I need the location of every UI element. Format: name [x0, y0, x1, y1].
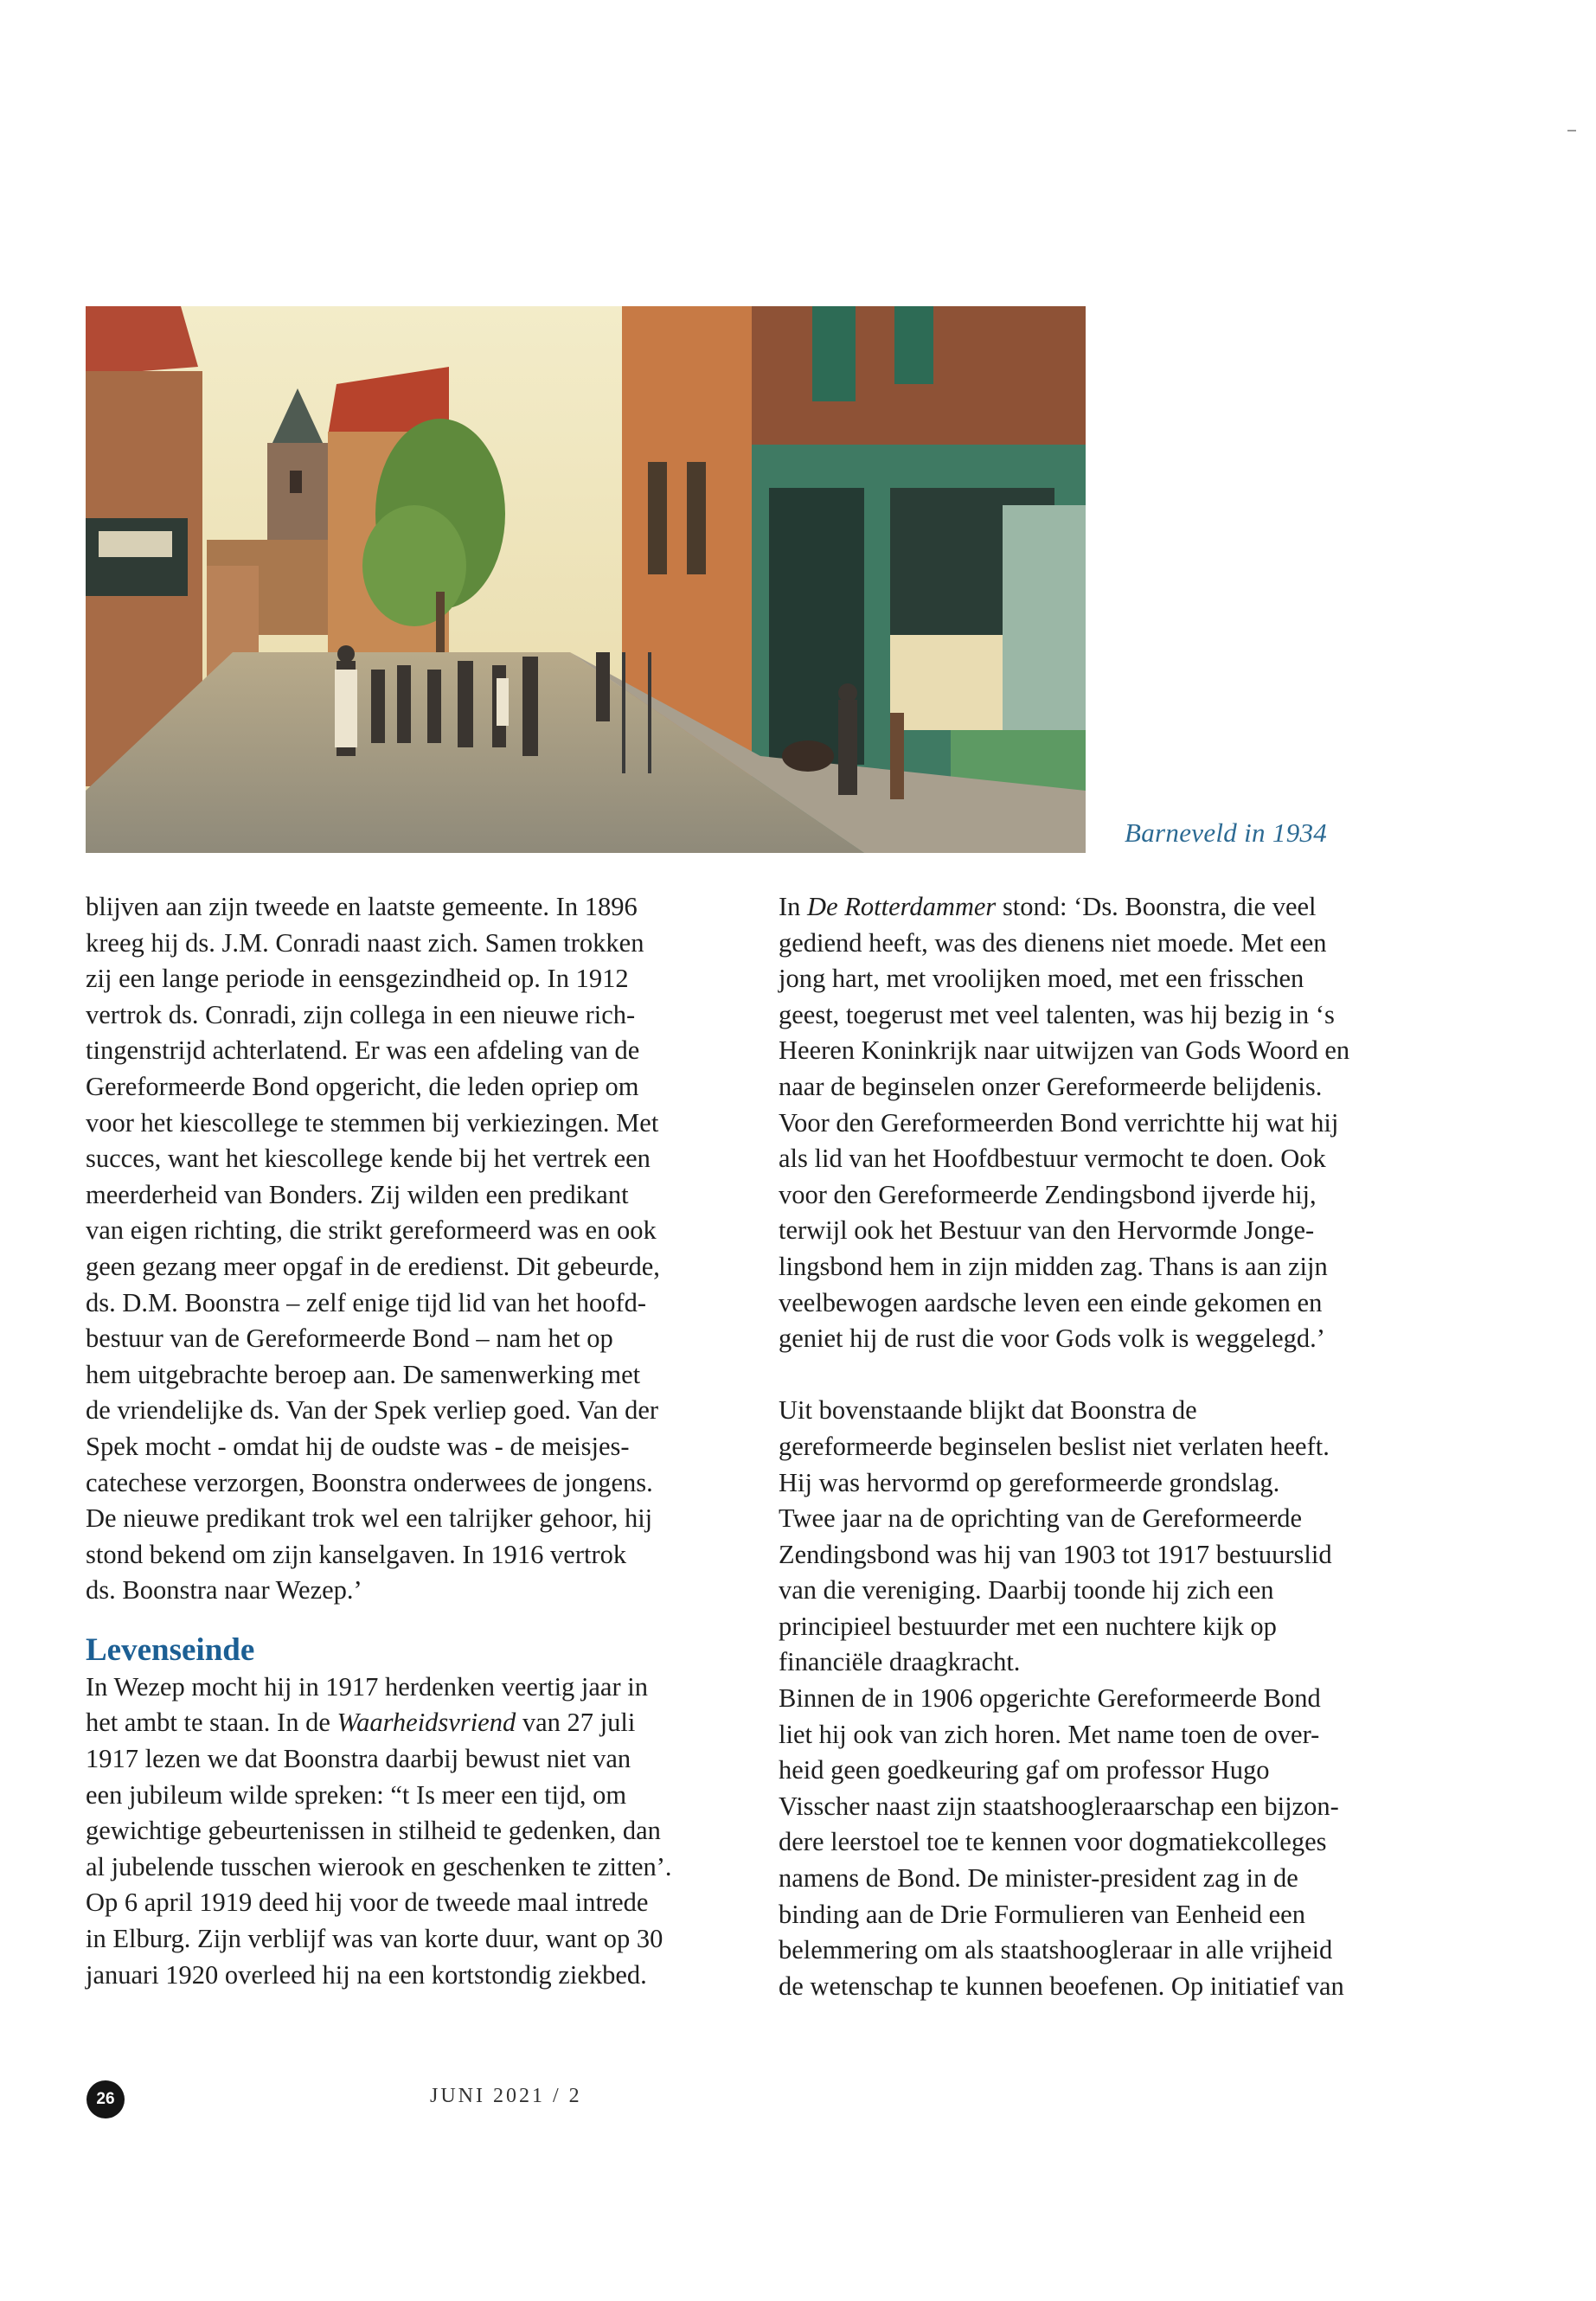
crop-mark — [1567, 130, 1576, 131]
section-heading: Levenseinde — [86, 1631, 255, 1668]
left-paragraph-1: blijven aan zijn tweede en laatste gemeente. In 1896 kreeg hij ds. J.M. Conradi naast zich. Samen trokken zij een lange periode in eensgezindheid op. In 1912 vertrok ds. Conradi, zijn collega in een nieuwe rich- tingenstrijd achterlatend. Er was een afdeling van de Gereformeerde Bond opgericht, die leden opriep om voor het kiescollege te stemmen bij verkiezingen. Met succes, want het kiescollege kende bij het vertrek een meerderheid van Bonders. Zij wilden een predikant van eigen richting, die strikt gereformeerd was en ook geen gezang meer opgaf in de eredienst. Dit gebeurde, ds. D.M. Boonstra – zelf enige tijd lid van het hoofd- bestuur van de Gereformeerde Bond – nam het op hem uitgebrachte beroep aan. De samenwerking met de vriendelijke ds. Van der Spek verliep goed. Van der Spek mocht - omdat hij de oudste was - de meisjes- catechese verzorgen, Boonstra onderwees de jongens. De nieuwe predikant trok wel een talrijker gehoor, hij stond bekend om zijn kanselgaven. In 1916 vertrok ds. Boonstra naar Wezep.’ — [86, 892, 660, 1606]
issue-label: JUNI 2021 / 2 — [430, 2085, 582, 2107]
photo-caption: Barneveld in 1934 — [1125, 817, 1328, 848]
right-paragraph-3: Binnen de in 1906 opgerichte Gereformeerde Bond liet hij ook van zich horen. Met name toen de over- heid geen goedkeuring gaf om professor Hugo Visscher naast zijn staatshoogleraarschap een bijzon- dere leerstoel toe te kennen voor dogmatiekcolleges namens de Bond. De minister-president zag in de binding aan de Drie Formulieren van Eenheid een belemmering om als staatshoogleraar in alle vrijheid de wetenschap te kunnen beoefenen. Op initiatief van — [779, 1683, 1344, 2001]
left-paragraph-2: In Wezep mocht hij in 1917 herdenken veertig jaar in het ambt te staan. In de Waarheidsvriend van 27 juli 1917 lezen we dat Boonstra daarbij bewust niet van een jubileum wilde spreken: “t Is meer een tijd, om gewichtige gebeurtenissen in stilheid te gedenken, dan al jubelende tusschen wierook en geschenken te zitten’. Op 6 april 1919 deed hij voor de tweede maal intrede in Elburg. Zijn verblijf was van korte duur, want op 30 januari 1920 overleed hij na een kortstondig ziekbed. — [86, 1671, 672, 1990]
publication-title: Waarheidsvriend — [337, 1708, 516, 1738]
left-column — [86, 889, 730, 1993]
publication-title: De Rotterdammer — [807, 892, 997, 921]
right-column — [779, 889, 1423, 2004]
right-paragraph-2: Uit bovenstaande blijkt dat Boonstra de gereformeerde beginselen beslist niet verlaten heeft. Hij was hervormd op gereformeerde grondslag. Twee jaar na de oprichting van de Gereformeerde Zendingsbond was hij van 1903 tot 1917 bestuurslid van die vereniging. Daarbij toonde hij zich een principieel bestuurder met een nuchtere kijk op financiële draagkracht. — [779, 1395, 1332, 1677]
page-number-badge: 26 — [87, 2080, 125, 2118]
street-photo — [86, 306, 1086, 853]
right-paragraph-1: In De Rotterdammer stond: ‘Ds. Boonstra, die veel gediend heeft, was des dienens niet moede. Met een jong hart, met vroolijken moed, met een frisschen geest, toegerust met veel talenten, was hij bezig in ‘s Heeren Koninkrijk naar uitwijzen van Gods Woord en naar de beginselen onzer Gereformeerde belijdenis. Voor den Gereformeerden Bond verrichtte hij wat hij als lid van het Hoofdbestuur vermocht te doen. Ook voor den Gereformeerde Zendingsbond ijverde hij, terwijl ook het Bestuur van den Hervormde Jonge- lingsbond hem in zijn midden zag. Thans is aan zijn veelbewogen aardsche leven een einde gekomen en geniet hij de rust die voor Gods volk is weggelegd.’ — [779, 892, 1350, 1354]
